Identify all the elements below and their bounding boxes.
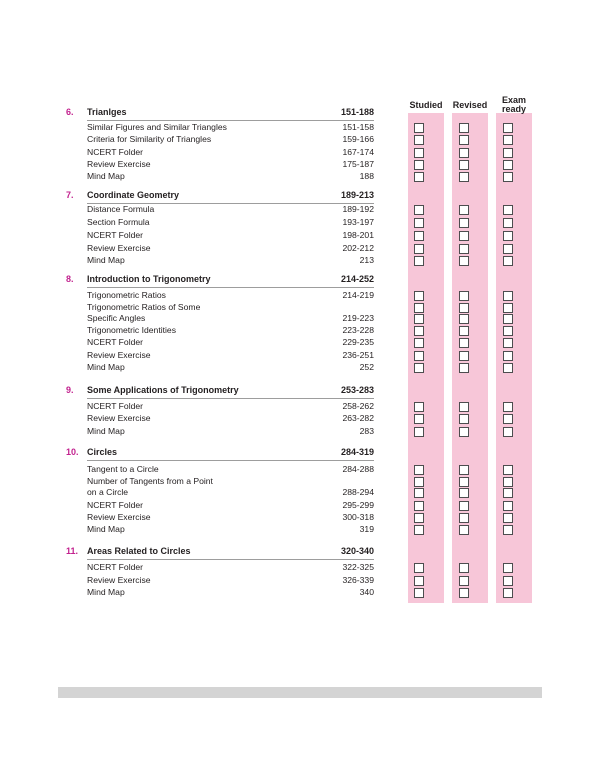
revised-checkbox[interactable] (459, 576, 469, 586)
studied-checkbox[interactable] (414, 172, 424, 182)
revised-checkbox[interactable] (459, 256, 469, 266)
revised-checkbox[interactable] (459, 291, 469, 301)
studied-column-header: Studied (409, 100, 443, 110)
exam-ready-checkbox[interactable] (503, 363, 513, 373)
topic-label: Trigonometric Identities (87, 325, 176, 335)
exam-ready-checkbox[interactable] (503, 291, 513, 301)
studied-checkbox[interactable] (414, 488, 424, 498)
studied-checkbox[interactable] (414, 303, 424, 313)
topic-label: Review Exercise (87, 350, 151, 360)
studied-checkbox[interactable] (414, 326, 424, 336)
studied-checkbox[interactable] (414, 513, 424, 523)
topic-label: Review Exercise (87, 159, 151, 169)
studied-checkbox[interactable] (414, 414, 424, 424)
revised-checkbox[interactable] (459, 231, 469, 241)
revised-checkbox[interactable] (459, 563, 469, 573)
exam-ready-checkbox[interactable] (503, 314, 513, 324)
revised-checkbox[interactable] (459, 588, 469, 598)
topic-page-range: 258-262 (342, 401, 374, 411)
studied-checkbox[interactable] (414, 588, 424, 598)
exam-ready-checkbox[interactable] (503, 501, 513, 511)
revised-checkbox[interactable] (459, 402, 469, 412)
revised-checkbox[interactable] (459, 326, 469, 336)
topic-page-range: 283 (359, 426, 374, 436)
exam-ready-checkbox[interactable] (503, 427, 513, 437)
exam-ready-checkbox[interactable] (503, 402, 513, 412)
studied-checkbox[interactable] (414, 363, 424, 373)
section-page-range: 320-340 (340, 546, 374, 556)
topic-label: Review Exercise (87, 413, 151, 423)
section-page-range: 189-213 (340, 190, 374, 200)
studied-checkbox[interactable] (414, 160, 424, 170)
topic-label: Tangent to a Circle (87, 464, 159, 474)
topic-label: Review Exercise (87, 512, 151, 522)
topic-page-range: 223-228 (342, 325, 374, 335)
topic-label: Distance Formula (87, 204, 155, 214)
exam-ready-checkbox[interactable] (503, 123, 513, 133)
studied-checkbox[interactable] (414, 135, 424, 145)
topic-page-range: 288-294 (342, 487, 374, 497)
exam-ready-checkbox[interactable] (503, 160, 513, 170)
revised-checkbox[interactable] (459, 501, 469, 511)
exam-ready-checkbox[interactable] (503, 231, 513, 241)
revised-checkbox[interactable] (459, 351, 469, 361)
topic-page-range: 214-219 (342, 290, 374, 300)
revised-checkbox[interactable] (459, 525, 469, 535)
topic-page-range: 188 (359, 171, 374, 181)
topic-page-range: 340 (359, 587, 374, 597)
section-title: Circles (87, 447, 118, 457)
revised-checkbox[interactable] (459, 414, 469, 424)
topic-page-range: 198-201 (342, 230, 374, 240)
topic-page-range: 159-166 (342, 134, 374, 144)
section-page-range: 151-188 (340, 107, 374, 117)
revised-column-header: Revised (452, 100, 488, 110)
section-number: 10. (66, 447, 79, 457)
topic-page-range: 175-187 (342, 159, 374, 169)
topic-page-range: 193-197 (342, 217, 374, 227)
studied-checkbox[interactable] (414, 314, 424, 324)
section-rule (87, 287, 374, 288)
studied-checkbox[interactable] (414, 218, 424, 228)
revised-checkbox[interactable] (459, 303, 469, 313)
exam-ready-checkbox[interactable] (503, 326, 513, 336)
topic-label: NCERT Folder (87, 147, 144, 157)
section-title: Trianlges (87, 107, 127, 117)
topic-label: Mind Map (87, 255, 125, 265)
topic-page-range: 284-288 (342, 464, 374, 474)
revised-checkbox[interactable] (459, 427, 469, 437)
topic-label: Criteria for Similarity of Triangles (87, 134, 212, 144)
topic-page-range: 202-212 (342, 243, 374, 253)
topic-label: Review Exercise (87, 575, 151, 585)
topic-page-range: 295-299 (342, 500, 374, 510)
topic-page-range: 236-251 (342, 350, 374, 360)
studied-checkbox[interactable] (414, 338, 424, 348)
exam-ready-checkbox[interactable] (503, 488, 513, 498)
revised-checkbox[interactable] (459, 338, 469, 348)
topic-page-range: 213 (359, 255, 374, 265)
exam-ready-checkbox[interactable] (503, 513, 513, 523)
section-page-range: 253-283 (340, 385, 374, 395)
exam-ready-header-line2: ready (501, 104, 527, 114)
section-page-range: 214-252 (340, 274, 374, 284)
topic-label: Specific Angles (87, 313, 146, 323)
topic-label: NCERT Folder (87, 230, 144, 240)
revised-checkbox[interactable] (459, 477, 469, 487)
exam-ready-checkbox[interactable] (503, 244, 513, 254)
footer-bar (58, 687, 542, 698)
exam-ready-checkbox[interactable] (503, 588, 513, 598)
topic-label: on a Circle (87, 487, 129, 497)
section-title: Coordinate Geometry (87, 190, 180, 200)
topic-page-range: 319 (359, 524, 374, 534)
section-rule (87, 460, 374, 461)
exam-ready-checkbox[interactable] (503, 148, 513, 158)
exam-ready-checkbox[interactable] (503, 135, 513, 145)
studied-checkbox[interactable] (414, 256, 424, 266)
exam-ready-checkbox[interactable] (503, 414, 513, 424)
studied-checkbox[interactable] (414, 477, 424, 487)
exam-ready-checkbox[interactable] (503, 172, 513, 182)
topic-label: Mind Map (87, 524, 125, 534)
topic-page-range: 300-318 (342, 512, 374, 522)
topic-page-range: 151-158 (342, 122, 374, 132)
exam-ready-checkbox[interactable] (503, 218, 513, 228)
section-number: 6. (66, 107, 74, 117)
topic-label: NCERT Folder (87, 337, 144, 347)
studied-checkbox[interactable] (414, 148, 424, 158)
exam-ready-checkbox[interactable] (503, 525, 513, 535)
topic-label: Mind Map (87, 362, 125, 372)
topic-label: Trigonometric Ratios of Some (87, 302, 201, 312)
section-rule (87, 398, 374, 399)
topic-page-range: 219-223 (342, 313, 374, 323)
studied-checkbox[interactable] (414, 402, 424, 412)
studied-checkbox[interactable] (414, 525, 424, 535)
exam-ready-checkbox[interactable] (503, 256, 513, 266)
studied-checkbox[interactable] (414, 244, 424, 254)
studied-checkbox[interactable] (414, 501, 424, 511)
topic-page-range: 189-192 (342, 204, 374, 214)
topic-page-range: 263-282 (342, 413, 374, 423)
topic-page-range: 167-174 (342, 147, 374, 157)
revised-checkbox[interactable] (459, 148, 469, 158)
section-title: Areas Related to Circles (87, 546, 191, 556)
studied-checkbox[interactable] (414, 576, 424, 586)
topic-label: Mind Map (87, 587, 125, 597)
revised-checkbox[interactable] (459, 218, 469, 228)
topic-page-range: 229-235 (342, 337, 374, 347)
topic-label: Section Formula (87, 217, 150, 227)
studied-checkbox[interactable] (414, 123, 424, 133)
revised-checkbox[interactable] (459, 123, 469, 133)
studied-checkbox[interactable] (414, 351, 424, 361)
revised-checkbox[interactable] (459, 172, 469, 182)
exam-ready-checkbox[interactable] (503, 351, 513, 361)
topic-page-range: 252 (359, 362, 374, 372)
studied-checkbox[interactable] (414, 465, 424, 475)
revised-checkbox[interactable] (459, 135, 469, 145)
section-rule (87, 559, 374, 560)
revised-checkbox[interactable] (459, 160, 469, 170)
topic-label: Review Exercise (87, 243, 151, 253)
topic-label: Similar Figures and Similar Triangles (87, 122, 227, 132)
studied-checkbox[interactable] (414, 205, 424, 215)
studied-checkbox[interactable] (414, 427, 424, 437)
exam-ready-checkbox[interactable] (503, 477, 513, 487)
exam-ready-checkbox[interactable] (503, 563, 513, 573)
revised-checkbox[interactable] (459, 513, 469, 523)
revised-checkbox[interactable] (459, 244, 469, 254)
topic-label: Mind Map (87, 426, 125, 436)
section-number: 7. (66, 190, 74, 200)
revised-checkbox[interactable] (459, 363, 469, 373)
exam-ready-header-line1: Exam (501, 95, 527, 105)
exam-ready-checkbox[interactable] (503, 205, 513, 215)
exam-ready-checkbox[interactable] (503, 338, 513, 348)
section-number: 8. (66, 274, 74, 284)
studied-checkbox[interactable] (414, 231, 424, 241)
revised-checkbox[interactable] (459, 488, 469, 498)
exam-ready-checkbox[interactable] (503, 576, 513, 586)
topic-label: Mind Map (87, 171, 125, 181)
section-title: Introduction to Trigonometry (87, 274, 211, 284)
section-number: 11. (66, 546, 79, 556)
revised-checkbox[interactable] (459, 205, 469, 215)
revised-checkbox[interactable] (459, 314, 469, 324)
section-number: 9. (66, 385, 74, 395)
exam-ready-checkbox[interactable] (503, 465, 513, 475)
topic-page-range: 326-339 (342, 575, 374, 585)
topic-label: NCERT Folder (87, 401, 144, 411)
topic-label: NCERT Folder (87, 562, 144, 572)
topic-label: NCERT Folder (87, 500, 144, 510)
section-rule (87, 120, 374, 121)
revised-checkbox[interactable] (459, 465, 469, 475)
studied-checkbox[interactable] (414, 291, 424, 301)
topic-label: Trigonometric Ratios (87, 290, 166, 300)
section-title: Some Applications of Trigonometry (87, 385, 239, 395)
topic-page-range: 322-325 (342, 562, 374, 572)
section-page-range: 284-319 (340, 447, 374, 457)
exam-ready-checkbox[interactable] (503, 303, 513, 313)
studied-checkbox[interactable] (414, 563, 424, 573)
topic-label: Number of Tangents from a Point (87, 476, 213, 486)
